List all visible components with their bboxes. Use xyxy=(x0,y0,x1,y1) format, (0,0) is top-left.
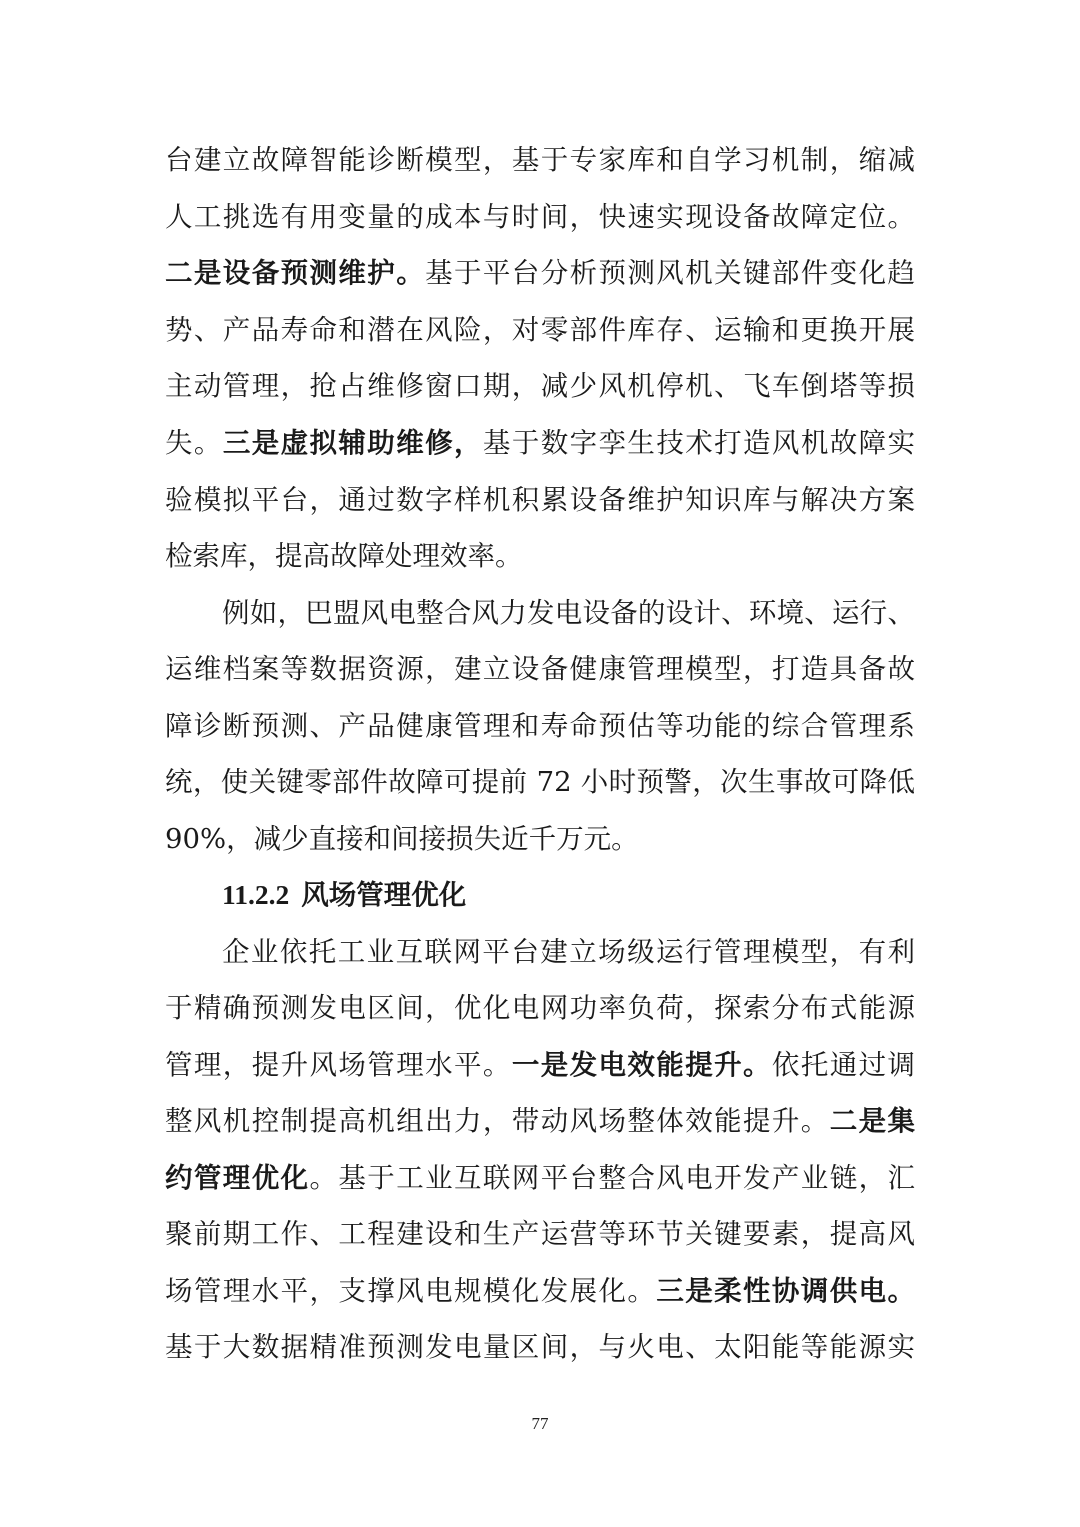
bold-lead: 二是集 xyxy=(829,1105,916,1137)
text-line xyxy=(165,1158,915,1198)
bold-lead: 约管理优化 xyxy=(165,1162,310,1194)
text-span: 运维档案等数据资源，建立设备健康管理模型，打造具备故 xyxy=(165,653,915,685)
bold-lead: 三是虚拟辅助维修， xyxy=(222,427,483,459)
text-line xyxy=(165,310,915,350)
text-span: 检索库，提高故障处理效率。 xyxy=(165,540,523,572)
text-span: 失。 xyxy=(165,427,223,459)
text-line xyxy=(165,1214,915,1254)
text-line xyxy=(165,1271,915,1311)
text-span: 90%，减少直接和间接损失近千万元。 xyxy=(165,823,639,855)
text-span: 企业依托工业互联网平台建立场级运行管理模型，有利 xyxy=(222,936,915,968)
bold-lead: 一是发电效能提升。 xyxy=(511,1049,772,1081)
section-number: 11.2.2 xyxy=(222,879,290,910)
text-line xyxy=(222,932,915,972)
text-line xyxy=(165,536,915,576)
text-line xyxy=(165,819,915,859)
text-span: 障诊断预测、产品健康管理和寿命预估等功能的综合管理系 xyxy=(165,710,915,742)
page-number: 77 xyxy=(531,1414,549,1433)
text-line xyxy=(165,649,915,689)
text-span: 基于平台分析预测风机关键部件变化趋 xyxy=(425,257,916,289)
text-span: 场管理水平，支撑风电规模化发展化。 xyxy=(165,1275,657,1307)
text-line xyxy=(165,1327,915,1367)
text-span: 统，使关键零部件故障可提前 72 小时预警，次生事故可降低 xyxy=(165,766,915,798)
text-line xyxy=(165,197,915,237)
text-span: 基于数字孪生技术打造风机故障实 xyxy=(482,427,916,459)
text-span: 。基于工业互联网平台整合风电开发产业链，汇 xyxy=(309,1162,915,1194)
text-span: 整风机控制提高机组出力，带动风场整体效能提升。 xyxy=(165,1105,830,1137)
text-line xyxy=(165,366,915,406)
text-span: 管理，提升风场管理水平。 xyxy=(165,1049,512,1081)
text-span: 聚前期工作、工程建设和生产运营等环节关键要素，提高风 xyxy=(165,1218,915,1250)
text-span: 台建立故障智能诊断模型，基于专家库和自学习机制，缩减 xyxy=(165,144,915,176)
text-span: 依托通过调 xyxy=(771,1049,916,1081)
text-line xyxy=(165,988,915,1028)
text-line xyxy=(165,1101,915,1141)
text-span: 基于大数据精准预测发电量区间，与火电、太阳能等能源实 xyxy=(165,1331,915,1363)
text-line xyxy=(165,423,915,463)
bold-lead: 二是设备预测维护。 xyxy=(165,257,426,289)
text-span: 主动管理，抢占维修窗口期，减少风机停机、飞车倒塔等损 xyxy=(165,370,915,402)
text-line xyxy=(165,706,915,746)
text-line xyxy=(165,480,915,520)
text-span: 例如，巴盟风电整合风力发电设备的设计、环境、运行、 xyxy=(222,597,915,629)
text-line xyxy=(165,253,915,293)
text-span: 势、产品寿命和潜在风险，对零部件库存、运输和更换开展 xyxy=(165,314,915,346)
text-line xyxy=(165,762,915,802)
text-span: 于精确预测发电区间，优化电网功率负荷，探索分布式能源 xyxy=(165,992,915,1024)
text-line xyxy=(165,1045,915,1085)
text-line xyxy=(165,140,915,180)
section-heading xyxy=(222,875,466,915)
section-title: 风场管理优化 xyxy=(301,879,467,911)
text-line xyxy=(222,593,915,633)
text-span: 验模拟平台，通过数字样机积累设备维护知识库与解决方案 xyxy=(165,484,915,516)
bold-lead: 三是柔性协调供电。 xyxy=(656,1275,916,1307)
text-span: 人工挑选有用变量的成本与时间，快速实现设备故障定位。 xyxy=(165,201,915,233)
